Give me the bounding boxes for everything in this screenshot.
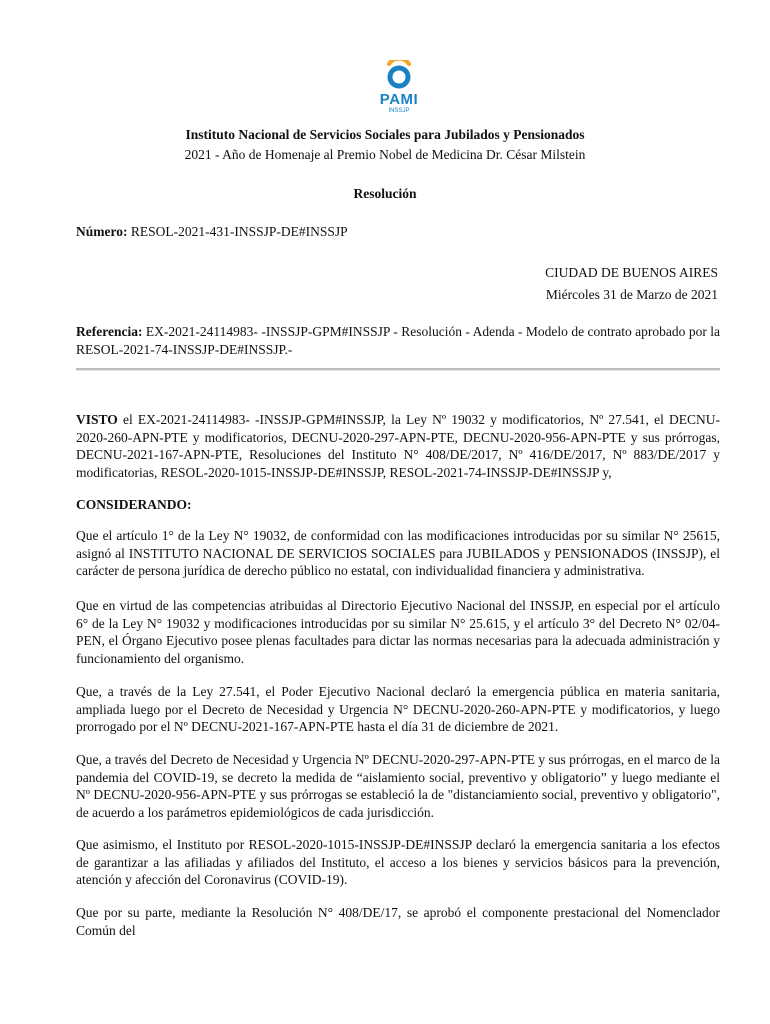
reference	[76, 323, 720, 358]
pami-logo	[373, 60, 425, 118]
pami-logo-icon	[373, 60, 425, 94]
paragraph: Que asimismo, el Instituto por RESOL-2020-1015-INSSJP-DE#INSSJP declaró la emergencia sanitaria a los efectos de garantizar a las afiliadas y afiliados del Instituto, el acceso a los bienes y servicios básicos para la prevención, atención y afección del Coronavirus (COVID-19).	[76, 837, 720, 887]
document-type: Resolución	[353, 186, 417, 201]
paragraph: Que por su parte, mediante la Resolución N° 408/DE/17, se aprobó el componente prestacional del Nomenclador Común del	[76, 905, 720, 938]
number-label: Número:	[76, 224, 128, 239]
visto-text: el EX-2021-24114983- -INSSJP-GPM#INSSJP, la Ley Nº 19032 y modificatorios, Nº 27.541, el DECNU-2020-260-APN-PTE y modificatorios, DECNU-2020-297-APN-PTE, DECNU-2020-956-APN-PTE y sus prórrogas, DECNU-2021-167-APN-PTE, Resoluciones del Instituto N° 408/DE/2017, Nº 416/DE/2017, Nº 883/DE/2017 y modificatorias, RESOL-2020-1015-INSSJP-DE#INSSJP, RESOL-2021-74-INSSJP-DE#INSSJP y,	[76, 412, 720, 480]
visto-label: VISTO	[76, 412, 118, 427]
year-motto: 2021 - Año de Homenaje al Premio Nobel de Medicina Dr. César Milstein	[184, 147, 586, 162]
number-value: RESOL-2021-431-INSSJP-DE#INSSJP	[130, 224, 348, 239]
resolution-number	[76, 224, 348, 240]
paragraph: Que, a través del Decreto de Necesidad y Urgencia Nº DECNU-2020-297-APN-PTE y sus prórrogas, en el marco de la pandemia del COVID-19, se decreto la medida de “aislamiento social, preventivo y obligatorio” y luego mediante el Nº DECNU-2020-956-APN-PTE y sus prórrogas se estableció la de "distanciamiento social, preventivo y obligatorio", de acuerdo a los parámetros epidemiológicos de cada jurisdicción.	[76, 752, 720, 820]
considerando-heading: CONSIDERANDO:	[76, 497, 192, 512]
place: CIUDAD DE BUENOS AIRES	[545, 265, 718, 280]
paragraph: Que en virtud de las competencias atribuidas al Directorio Ejecutivo Nacional del INSSJP, en especial por el artículo 6° de la Ley N° 19032 y modificaciones introducidas por su similar N° 25.615, y el artículo 3° del Decreto N° 02/04-PEN, el Órgano Ejecutivo posee plenas facultades para dictar las normas necesarias para la adecuada administración y funcionamiento del organismo.	[76, 598, 720, 666]
date: Miércoles 31 de Marzo de 2021	[545, 287, 718, 302]
paragraph: Que, a través de la Ley 27.541, el Poder Ejecutivo Nacional declaró la emergencia pública en materia sanitaria, ampliada luego por el Decreto de Necesidad y Urgencia N° DECNU-2020-260-APN-PTE y modificatorios, y luego prorrogado por el Nº DECNU-2021-167-APN-PTE hasta el día 31 de diciembre de 2021.	[76, 684, 720, 734]
separator-rule	[76, 368, 720, 371]
paragraph: Que el artículo 1° de la Ley N° 19032, de conformidad con las modificaciones introducidas por su similar N° 25615, asignó al INSTITUTO NACIONAL DE SERVICIOS SOCIALES para JUBILADOS y PENSIONADOS (INSSJP), el carácter de persona jurídica de derecho público no estatal, con individualidad financiera y administrativa.	[76, 528, 720, 578]
institution-name: Instituto Nacional de Servicios Sociales para Jubilados y Pensionados	[185, 127, 585, 142]
logo-wordmark: PAMI	[379, 91, 419, 108]
reference-text: EX-2021-24114983- -INSSJP-GPM#INSSJP - Resolución - Adenda - Modelo de contrato aprobado por la RESOL-2021-74-INSSJP-DE#INSSJP.-	[76, 324, 721, 357]
visto-paragraph	[76, 411, 720, 481]
logo-subtext: INSSJP	[388, 108, 410, 114]
reference-label: Referencia:	[76, 324, 143, 339]
